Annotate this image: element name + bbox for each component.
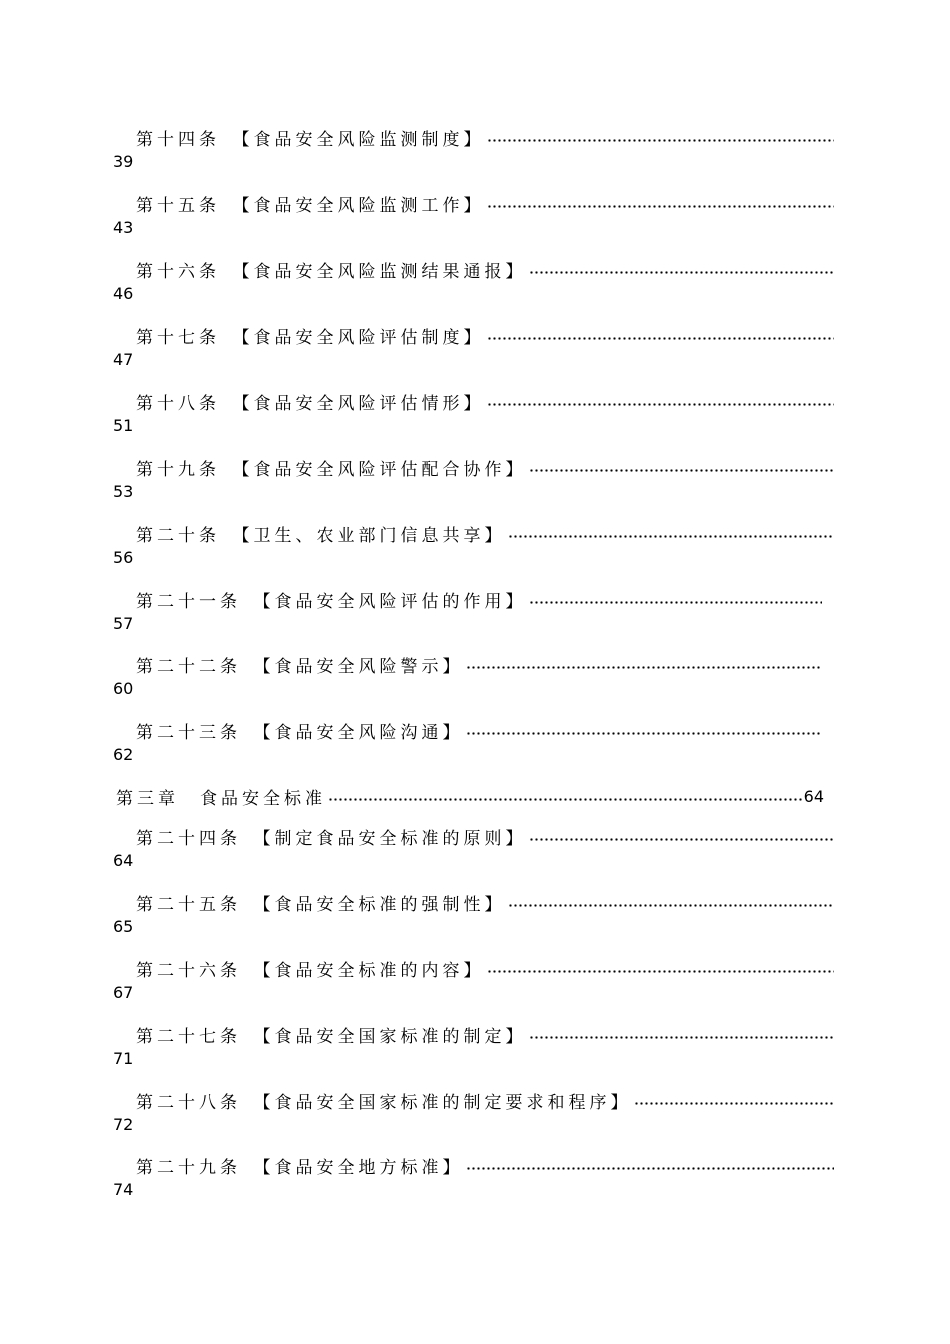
toc-line bbox=[136, 1152, 834, 1178]
dot-leader bbox=[487, 205, 835, 208]
dot-leader bbox=[529, 1036, 835, 1039]
toc-page-number: 62 bbox=[113, 745, 134, 764]
toc-page-number: 67 bbox=[113, 983, 134, 1002]
toc-page-number: 65 bbox=[113, 917, 134, 936]
toc-line bbox=[136, 388, 834, 414]
dot-leader bbox=[466, 732, 823, 735]
toc-page-number: 56 bbox=[113, 548, 134, 567]
toc-entry-title: 第二十条 【卫生、农业部门信息共享】 bbox=[136, 525, 506, 546]
toc-entry-title: 第二十二条 【食品安全风险警示】 bbox=[136, 656, 464, 677]
toc-line bbox=[136, 1021, 834, 1047]
toc-line bbox=[136, 717, 822, 743]
dot-leader bbox=[529, 838, 835, 841]
toc-entry-title: 第二十七条 【食品安全国家标准的制定】 bbox=[136, 1026, 527, 1047]
dot-leader bbox=[508, 904, 835, 907]
toc-page-number: 47 bbox=[113, 350, 134, 369]
toc-line bbox=[136, 190, 834, 216]
toc-entry-title: 第十八条 【食品安全风险评估情形】 bbox=[136, 393, 485, 414]
toc-entry-title: 第三章 食品安全标准 bbox=[116, 788, 326, 809]
toc-entry-title: 第二十六条 【食品安全标准的内容】 bbox=[136, 960, 485, 981]
toc-page-number: 60 bbox=[113, 679, 134, 698]
toc-entry-title: 第二十九条 【食品安全地方标准】 bbox=[136, 1157, 464, 1178]
toc-page-number: 39 bbox=[113, 152, 134, 171]
dot-leader bbox=[466, 1167, 835, 1170]
toc-page-number: 43 bbox=[113, 218, 134, 237]
toc-page-number: 64 bbox=[803, 786, 824, 806]
toc-line bbox=[136, 124, 834, 150]
dot-leader bbox=[487, 970, 835, 973]
toc-line bbox=[136, 651, 822, 677]
toc-page-number: 46 bbox=[113, 284, 134, 303]
toc-line bbox=[136, 889, 834, 915]
dot-leader bbox=[634, 1102, 835, 1105]
toc-page-number: 53 bbox=[113, 482, 134, 501]
toc-entry-title: 第二十四条 【制定食品安全标准的原则】 bbox=[136, 828, 527, 849]
toc-line bbox=[136, 1087, 834, 1113]
toc-entry-title: 第十六条 【食品安全风险监测结果通报】 bbox=[136, 261, 527, 282]
toc-entry-title: 第十四条 【食品安全风险监测制度】 bbox=[136, 129, 485, 150]
toc-line bbox=[136, 454, 834, 480]
toc-entry-title: 第二十五条 【食品安全标准的强制性】 bbox=[136, 894, 506, 915]
toc-line bbox=[136, 586, 822, 612]
toc-entry-title: 第十五条 【食品安全风险监测工作】 bbox=[136, 195, 485, 216]
toc-entry-title: 第二十三条 【食品安全风险沟通】 bbox=[136, 722, 464, 743]
dot-leader bbox=[529, 469, 835, 472]
toc-page-number: 71 bbox=[113, 1049, 134, 1068]
toc-entry-title: 第二十八条 【食品安全国家标准的制定要求和程序】 bbox=[136, 1092, 632, 1113]
toc-page-number: 74 bbox=[113, 1180, 134, 1199]
dot-leader bbox=[487, 403, 835, 406]
toc-page-number: 51 bbox=[113, 416, 134, 435]
dot-leader bbox=[466, 666, 823, 669]
toc-entry-title: 第十九条 【食品安全风险评估配合协作】 bbox=[136, 459, 527, 480]
dot-leader bbox=[529, 601, 823, 604]
toc-entry-title: 第二十一条 【食品安全风险评估的作用】 bbox=[136, 591, 527, 612]
toc-line bbox=[136, 520, 834, 546]
toc-page-number: 64 bbox=[113, 851, 134, 870]
toc-line bbox=[136, 322, 834, 348]
toc-line bbox=[116, 783, 824, 809]
dot-leader bbox=[328, 798, 804, 801]
dot-leader bbox=[508, 535, 835, 538]
toc-line bbox=[136, 955, 834, 981]
dot-leader bbox=[487, 139, 835, 142]
dot-leader bbox=[529, 271, 835, 274]
toc-page-number: 57 bbox=[113, 614, 134, 633]
toc-page-number: 72 bbox=[113, 1115, 134, 1134]
toc-entry-title: 第十七条 【食品安全风险评估制度】 bbox=[136, 327, 485, 348]
toc-line bbox=[136, 256, 834, 282]
toc-line bbox=[136, 823, 834, 849]
dot-leader bbox=[487, 337, 835, 340]
